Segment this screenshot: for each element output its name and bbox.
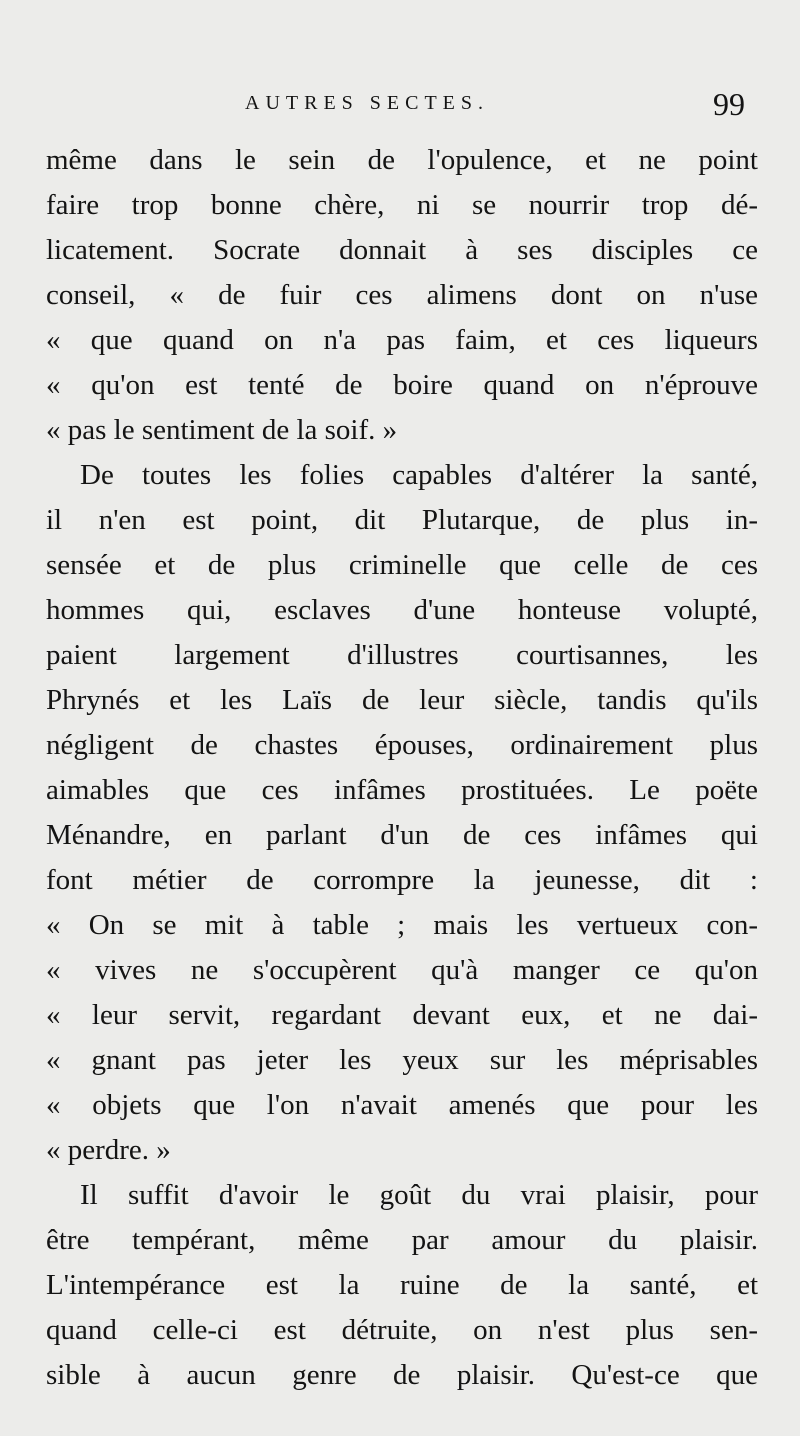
text-line: aimables que ces infâmes prostituées. Le poëte: [46, 774, 758, 806]
running-head: AUTRES SECTES.: [245, 92, 490, 114]
text-line: être tempérant, même par amour du plaisir.: [46, 1224, 758, 1256]
text-line: hommes qui, esclaves d'une honteuse volupté,: [46, 594, 758, 626]
text-line: paient largement d'illustres courtisannes, les: [46, 639, 758, 671]
text-line: négligent de chastes épouses, ordinairement plus: [46, 729, 758, 761]
text-line: licatement. Socrate donnait à ses disciples ce: [46, 234, 758, 266]
text-line: « gnant pas jeter les yeux sur les méprisables: [46, 1044, 758, 1076]
text-line: « qu'on est tenté de boire quand on n'éprouve: [46, 369, 758, 401]
text-line: Ménandre, en parlant d'un de ces infâmes qui: [46, 819, 758, 851]
text-line: « objets que l'on n'avait amenés que pour les: [46, 1089, 758, 1121]
text-line: « vives ne s'occupèrent qu'à manger ce qu'on: [46, 954, 758, 986]
text-line: quand celle-ci est détruite, on n'est plus sen-: [46, 1314, 758, 1346]
text-line: il n'en est point, dit Plutarque, de plus in-: [46, 504, 758, 536]
text-line: faire trop bonne chère, ni se nourrir trop dé-: [46, 189, 758, 221]
text-line: sensée et de plus criminelle que celle de ces: [46, 549, 758, 581]
text-line: font métier de corrompre la jeunesse, dit :: [46, 864, 758, 896]
page-header: [0, 86, 800, 132]
text-line: De toutes les folies capables d'altérer la santé,: [80, 459, 758, 491]
text-line: Phrynés et les Laïs de leur siècle, tandis qu'ils: [46, 684, 758, 716]
text-line: « perdre. »: [46, 1134, 171, 1166]
text-line: même dans le sein de l'opulence, et ne point: [46, 144, 758, 176]
text-line: « On se mit à table ; mais les vertueux con-: [46, 909, 758, 941]
page-number: 99: [713, 86, 745, 122]
text-line: sible à aucun genre de plaisir. Qu'est-ce que: [46, 1359, 758, 1391]
text-line: « que quand on n'a pas faim, et ces liqueurs: [46, 324, 758, 356]
text-line: Il suffit d'avoir le goût du vrai plaisir, pour: [80, 1179, 758, 1211]
text-line: « leur servit, regardant devant eux, et ne dai-: [46, 999, 758, 1031]
text-line: L'intempérance est la ruine de la santé, et: [46, 1269, 758, 1301]
text-line: conseil, « de fuir ces alimens dont on n'use: [46, 279, 758, 311]
text-line: « pas le sentiment de la soif. »: [46, 414, 398, 446]
